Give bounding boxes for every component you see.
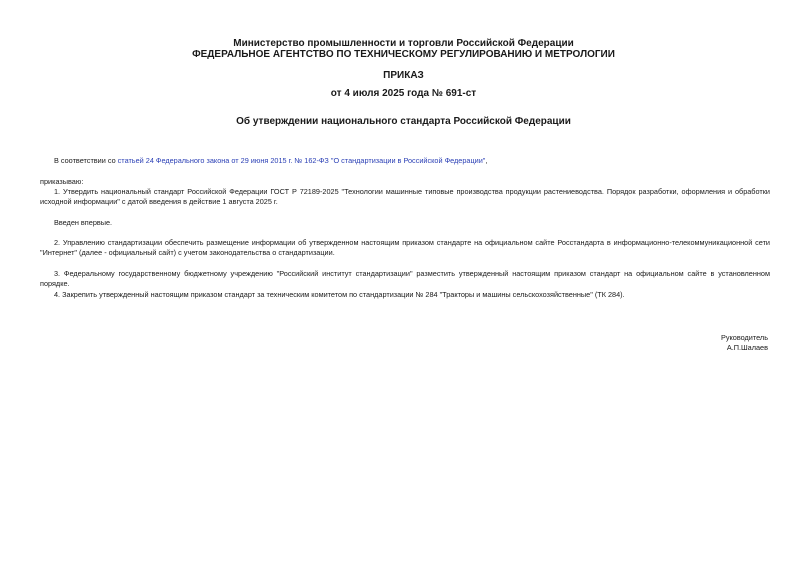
document-subject: Об утверждении национального стандарта Российской Федерации: [236, 116, 571, 127]
document-type: ПРИКАЗ: [383, 70, 424, 81]
ministry-title: Министерство промышленности и торговли Российской Федерации: [233, 38, 574, 49]
law-link[interactable]: статьей 24 Федерального закона от 29 июня 2015 г. № 162-ФЗ "О стандартизации в Российской Федерации": [117, 156, 486, 165]
signature-position: Руководитель: [720, 333, 768, 342]
intro-prefix: В соответствии со: [54, 156, 118, 165]
date-number: от 4 июля 2025 года № 691-ст: [330, 88, 477, 99]
signature-name: А.П.Шалаев: [726, 343, 768, 352]
introduced-first: Введен впервые.: [54, 218, 113, 227]
agency-title: ФЕДЕРАЛЬНОЕ АГЕНТСТВО ПО ТЕХНИЧЕСКОМУ РЕГУЛИРОВАНИЮ И МЕТРОЛОГИИ: [192, 49, 615, 60]
item-4: 4. Закрепить утвержденный настоящим приказом стандарт за техническим комитетом по стандартизации № 284 "Тракторы и машины сельскохозяйственные" (ТК 284).: [54, 290, 625, 299]
intro-suffix: ,: [485, 156, 488, 165]
signature-block: [721, 333, 768, 353]
order-word: приказываю:: [40, 177, 84, 186]
item-2: 2. Управлению стандартизации обеспечить размещение информации об утвержденном настоящим приказом стандарте на официальном сайте Росстандарта в информационно-телекоммуникационной сети "Интернет" (далее - официальный сайт) с учетом законодательства о стандартизации.: [40, 238, 770, 257]
intro-paragraph: [40, 156, 770, 166]
item-3: 3. Федеральному государственному бюджетному учреждению "Российский институт стандартизации" разместить утвержденный настоящим приказом стандарт на официальном сайте в установленном порядке.: [40, 269, 770, 288]
item-1: 1. Утвердить национальный стандарт Российской Федерации ГОСТ Р 72189-2025 "Технологии машинные типовые производства продукции растениеводства. Порядок разработки, оформления и обработки исходной информации" с датой введения в действие 1 августа 2025 г.: [40, 187, 770, 206]
